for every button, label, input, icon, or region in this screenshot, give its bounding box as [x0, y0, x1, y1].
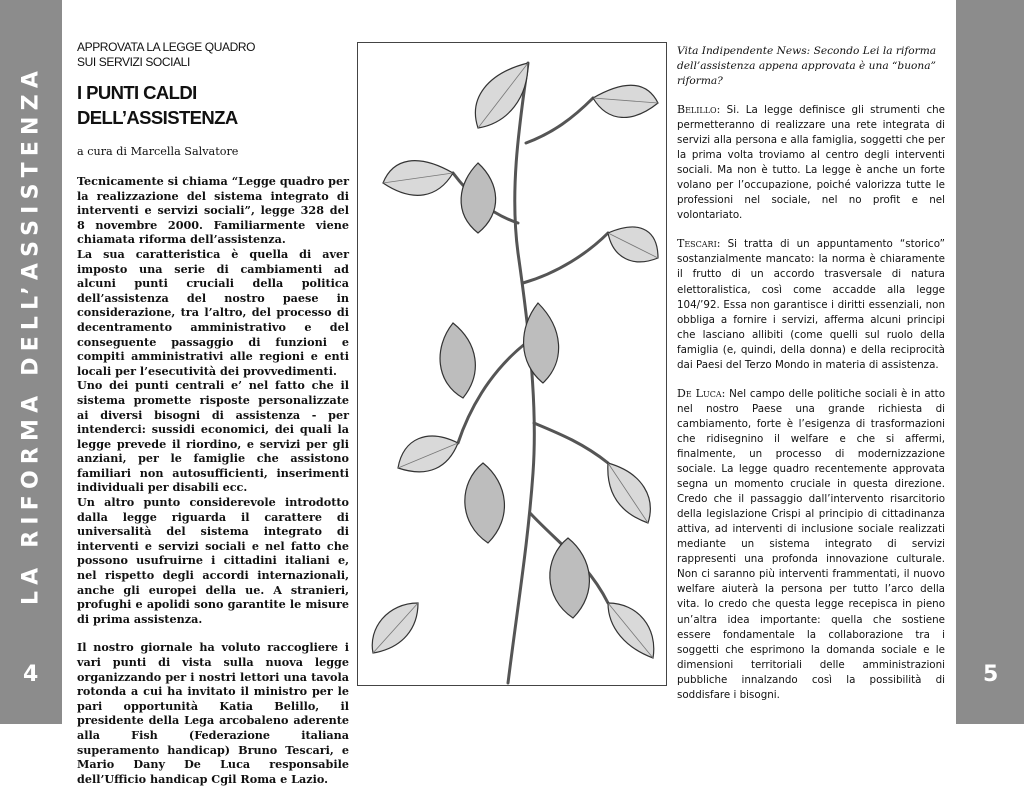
botanical-illustration	[357, 42, 667, 686]
speaker-name: De Luca:	[677, 386, 726, 400]
right-side-band	[956, 0, 1024, 724]
answer-text: Si. La legge definisce gli strumenti che permetteranno di realizzare una rete integrata di servizi alla persona e alla famiglia, soggetti che per la prima volta troviamo al centro degli interventi sociali. Ma non è tutto. La legge è anche un forte volano per l’occupazione, poiché valorizza tutte le professioni nel sociale, nel no profit e nel volontariato.	[677, 104, 946, 222]
kicker-line: SUI SERVIZI SOCIALI	[77, 55, 190, 69]
interview-answer	[677, 102, 945, 223]
interview-answer	[677, 236, 945, 372]
speaker-name: Tescari:	[677, 237, 721, 251]
botanical-plant-icon	[358, 43, 666, 685]
article-headline	[77, 80, 349, 130]
answer-text: Si tratta di un appuntamento “storico” sostanzialmente mancato: la norma è chiaramente il frutto di un accordo trasversale di natura elettoralistica, così come accadde alla legge 104/’92. Essa non garantisce i diritti essenziali, non obbliga a fornire i servizi, afferma alcuni principi che lasciano allibiti (come quelli sul ruolo della famiglia (e, quindi, della donna) e della reciprocità dai Paesi del Terzo Mondo in materia di assistenza.	[677, 238, 945, 371]
answer-text: Nel campo delle politiche sociali è in atto nel nostro Paese una grande richiesta di cambiamento, forte è l’esigenza di trasformazioni che ridisegnino il welfare e che si affermi, finalmente, un processo di modernizzazione sociale. La legge quadro recentemente approvata segna un momento cruciale in questa direzione. Credo che il passaggio dall’intervento risarcitorio della legislazione Crispi al principio di cittadinanza attiva, ad interventi di inclusione sociale realizzati mediante un sistema integrato di servizi rappresenti una profonda innovazione culturale. Non ci saranno più interventi frammentati, il nuovo welfare aiuterà la persona per tutto l’arco della vita. Io credo che questa legge recepisca in pieno un’altra idea importante: quella che sostiene essere fondamentale la collaborazione tra i soggetti che esprimono la domanda sociale e le dimensioni territoriali delle amministrazioni pubbliche innalzando così la possibilità di soddisfare i bisogni.	[677, 387, 946, 701]
kicker-line: APPROVATA LA LEGGE QUADRO	[77, 40, 256, 54]
article-column	[77, 40, 349, 786]
vertical-section-title: LA RIFORMA DELL’ASSISTENZA	[18, 64, 44, 606]
article-kicker	[77, 40, 349, 70]
article-paragraph: Il nostro giornale ha voluto raccogliere i vari punti di vista sulla nuova legge organizzando per i nostri lettori una tavola rotonda a cui ha invitato il ministro per le pari opportunità Katia Belillo, il presidente della Lega arcobaleno aderente alla Fish (Federazione italiana superamento handicap) Bruno Tescari, e Mario Dany De Luca responsabile dell’Ufficio handicap Cgil Roma e Lazio.	[77, 640, 349, 786]
interview-answer	[677, 386, 945, 703]
article-paragraph: Tecnicamente si chiama “Legge quadro per la realizzazione del sistema integrato di interventi e servizi sociali”, legge 328 del 8 novembre 2000. Familiarmente viene chiamata riforma dell’assistenza.	[77, 174, 349, 247]
interview-question: Vita Indipendente News: Secondo Lei la riforma dell’assistenza appena approvata è una “buona” riforma?	[677, 45, 937, 87]
page-number-right: 5	[983, 662, 999, 687]
page-number-left: 4	[23, 662, 39, 687]
speaker-name: Belillo:	[677, 103, 721, 116]
article-byline: a cura di Marcella Salvatore	[77, 145, 239, 158]
interview-column	[677, 44, 945, 703]
article-paragraph: Uno dei punti centrali e’ nel fatto che il sistema promette risposte personalizzate ai diversi bisogni di assistenza - per intenderci: sussidi economici, dei quali la legge prevede il riordino, e servizi per gli anziani, per le famiglie che assistono familiari non autosufficienti, inserimenti individuali per disabili ecc.	[77, 378, 349, 495]
headline-line: I PUNTI CALDI	[77, 82, 197, 103]
article-paragraph: La sua caratteristica è quella di aver imposto una serie di cambiamenti ad alcuni punti cruciali della politica dell’assistenza del nostro paese in considerazione, tra l’altro, del processo di decentramento amministrativo e del conseguente passaggio di funzioni e compiti amministrativi alle regioni e enti locali per l’esecutività dei provvedimenti.	[77, 246, 349, 378]
article-paragraph: Un altro punto considerevole introdotto dalla legge riguarda il carattere di universalità del sistema integrato di interventi e servizi sociali e nel fatto che possono usufruirne i cittadini italiani e, nel rispetto degli accordi internazionali, anche gli europei della ue. A stranieri, profughi e apolidi sono garantite le misure di prima assistenza.	[77, 495, 349, 626]
headline-line: DELL’ASSISTENZA	[77, 107, 238, 128]
